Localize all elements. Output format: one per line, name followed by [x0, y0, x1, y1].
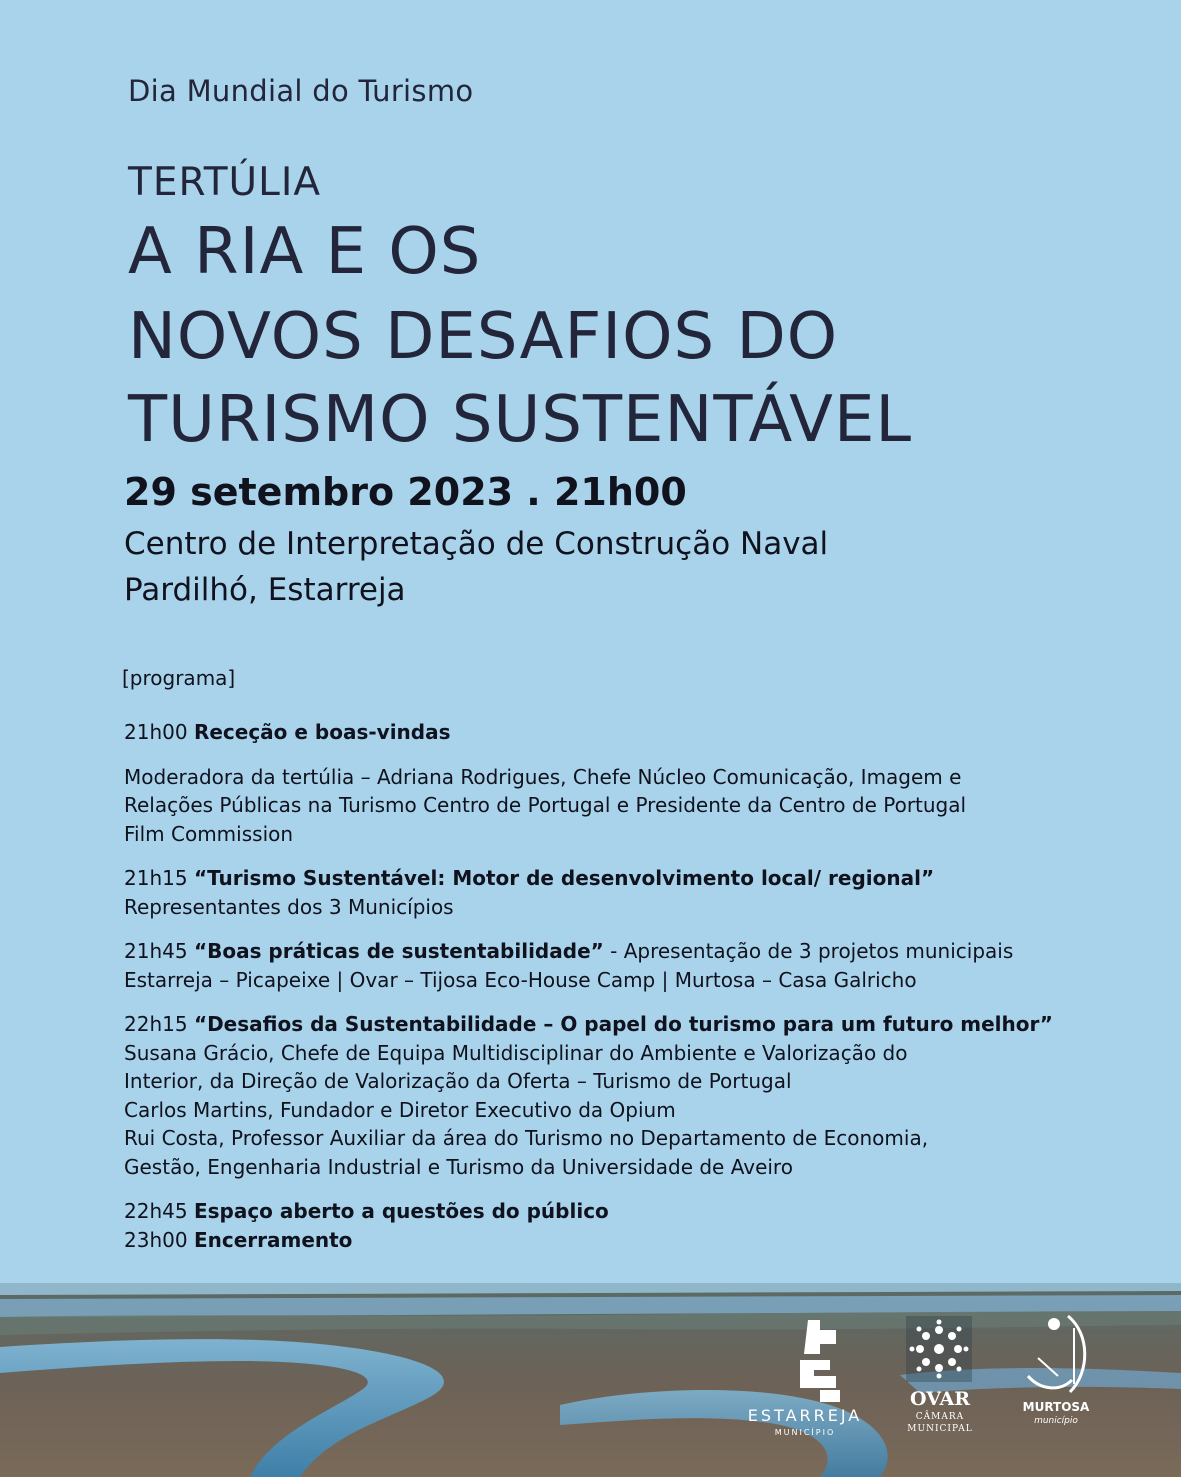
murtosa-logo-name: MURTOSA	[1022, 1400, 1090, 1414]
estarreja-emblem-icon	[790, 1314, 850, 1404]
event-kicker: Dia Mundial do Turismo	[128, 74, 474, 108]
item-title: Encerramento	[193, 1227, 353, 1252]
estarreja-logo-sub: MUNICÍPIO	[774, 1428, 836, 1437]
ovar-logo-name: OVAR	[909, 1388, 970, 1410]
speaker-line: Interior, da Direção de Valorização da Oferta – Turismo de Portugal	[124, 1069, 792, 1093]
item-time: 22h45	[124, 1199, 188, 1223]
speaker-line: Rui Costa, Professor Auxiliar da área do Turismo no Departamento de Economia,	[124, 1126, 929, 1150]
title-line-3: TURISMO SUSTENTÁVEL	[128, 383, 913, 457]
murtosa-logo-sub: município	[1034, 1416, 1078, 1426]
item-time: 21h00	[124, 720, 188, 744]
ovar-logo-sub-2: MUNICIPAL	[907, 1424, 973, 1434]
title-line-2: NOVOS DESAFIOS DO	[128, 300, 839, 374]
moderator-line: Film Commission	[124, 821, 294, 846]
item-time: 22h15	[124, 1012, 188, 1036]
program-list	[124, 718, 1124, 1270]
venue-line-2: Pardilhó, Estarreja	[124, 572, 406, 608]
item-title-suffix: - Apresentação de 3 projetos municipais	[603, 939, 1014, 963]
moderator-line: Moderadora da tertúlia – Adriana Rodrigues, Chefe Núcleo Comunicação, Imagem e	[124, 764, 962, 789]
item-title: Receção e boas-vindas	[193, 720, 451, 744]
title-line-1: A RIA E OS	[128, 215, 482, 289]
estuary-landscape-image	[0, 1255, 1181, 1477]
moderator-line: Relações Públicas na Turismo Centro de Portugal e Presidente da Centro de Portugal	[124, 793, 967, 817]
ovar-emblem-icon	[906, 1316, 972, 1382]
speaker-line: Carlos Martins, Fundador e Diretor Executivo da Opium	[124, 1097, 676, 1122]
item-time: 21h15	[124, 866, 188, 890]
murtosa-boat-icon	[1024, 1314, 1090, 1396]
item-title: “Desafios da Sustentabilidade – O papel do turismo para um futuro melhor”	[193, 1012, 1053, 1036]
item-time: 21h45	[124, 939, 188, 963]
venue-line-1: Centro de Interpretação de Construção Naval	[124, 526, 829, 562]
speaker-line: Susana Grácio, Chefe de Equipa Multidisciplinar do Ambiente e Valorização do	[124, 1040, 908, 1065]
item-detail: Representantes dos 3 Municípios	[124, 894, 454, 919]
item-title: Espaço aberto a questões do público	[193, 1199, 609, 1223]
item-title: “Turismo Sustentável: Motor de desenvolvimento local/ regional”	[193, 866, 935, 890]
program-item-closing	[124, 1197, 1124, 1254]
estarreja-logo-name: ESTARREJA	[747, 1406, 863, 1425]
program-moderator	[124, 763, 1124, 849]
program-item-talk-2	[124, 937, 1124, 994]
program-item-talk-1	[124, 864, 1124, 921]
event-datetime: 29 setembro 2023 . 21h00	[124, 470, 687, 514]
program-label: [programa]	[122, 666, 236, 690]
speaker-line: Gestão, Engenharia Industrial e Turismo da Universidade de Aveiro	[124, 1154, 793, 1179]
item-time: 23h00	[124, 1227, 188, 1252]
ovar-logo-sub-1: CÂMARA	[915, 1412, 965, 1422]
event-type-label: TERTÚLIA	[128, 160, 322, 205]
item-detail: Estarreja – Picapeixe | Ovar – Tijosa Eco-House Camp | Murtosa – Casa Galricho	[124, 967, 917, 992]
item-title: “Boas práticas de sustentabilidade”	[193, 939, 604, 963]
program-item-opening	[124, 718, 1124, 747]
program-item-talk-3	[124, 1010, 1124, 1181]
